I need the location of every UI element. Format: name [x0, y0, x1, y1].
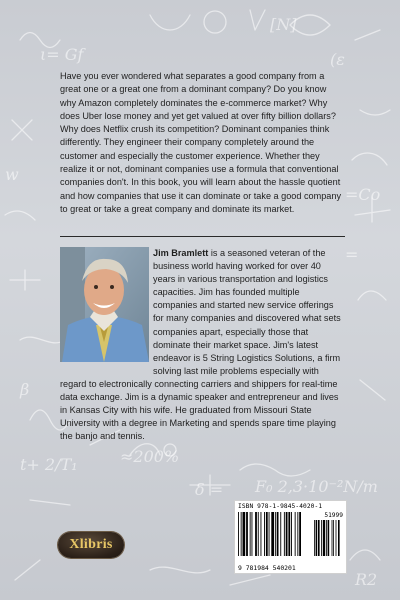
svg-text:≈200%: ≈200%	[120, 447, 180, 466]
isbn-barcode	[234, 500, 347, 574]
svg-text:[N]: [N]	[270, 15, 297, 34]
barcode-digits: 9 781984 540201	[238, 564, 296, 572]
price-code: 51999	[324, 512, 343, 519]
isbn-text: ISBN 978-1-9845-4020-1	[238, 503, 323, 510]
svg-text:t+ 2/T₁: t+ 2/T₁	[20, 455, 78, 474]
svg-text:δ =: δ =	[195, 480, 224, 499]
svg-text:(ε: (ε	[330, 50, 345, 69]
author-bio	[60, 247, 345, 443]
barcode-bars	[238, 512, 343, 564]
publisher-name: Xlibris	[69, 537, 113, 552]
svg-text:β: β	[20, 380, 30, 399]
svg-text:w: w	[5, 165, 19, 184]
publisher-logo	[58, 532, 124, 558]
author-name: Jim Bramlett	[153, 248, 209, 258]
svg-text:ι= Gf: ι= Gf	[40, 45, 84, 64]
svg-text:=Co: =Co	[345, 185, 381, 204]
svg-text:=: =	[345, 245, 359, 264]
svg-text:R2: R2	[355, 570, 378, 589]
svg-text:F₀ 2,3·10⁻²N/m: F₀ 2,3·10⁻²N/m	[255, 477, 378, 496]
author-bio-text: is a seasoned veteran of the business world having worked for over 40 years in various transportation and logistics capacities. Jim has founded multiple companies and started new service offerings for many companies and discovered what sets companies apart, especially those that dominate their market space. Jim's latest endeavor is 5 String Logistics Solutions, a firm solving last mile problems especially with regard to electronically connecting carriers and shippers for real-time data exchange. Jim is a dynamic speaker and entrepreneur and lives in Kansas City with his wife. He graduated from Missouri State University with a degree in Marketing and spends spare time playing the banjo and tennis.	[60, 248, 341, 442]
section-divider	[60, 236, 345, 237]
back-cover-blurb: Have you ever wondered what separates a good company from a great one or a great one from a dominant company? Do you know why Amazon completely dominates the e-commerce market? Why does Uber lose money and yet get valued at over fifty billion dollars? Why does Netflix crush its competition? Dominant companies think differently. They engineer their company completely around the customer and especially the customer experience. Whether they realize it or not, dominant companies use a formula that conventional companies don't. In this book, you will learn about the hassle quotient and how companies that use it can dominate or take a good company to great or take a great company and dominate its market.	[60, 71, 342, 214]
